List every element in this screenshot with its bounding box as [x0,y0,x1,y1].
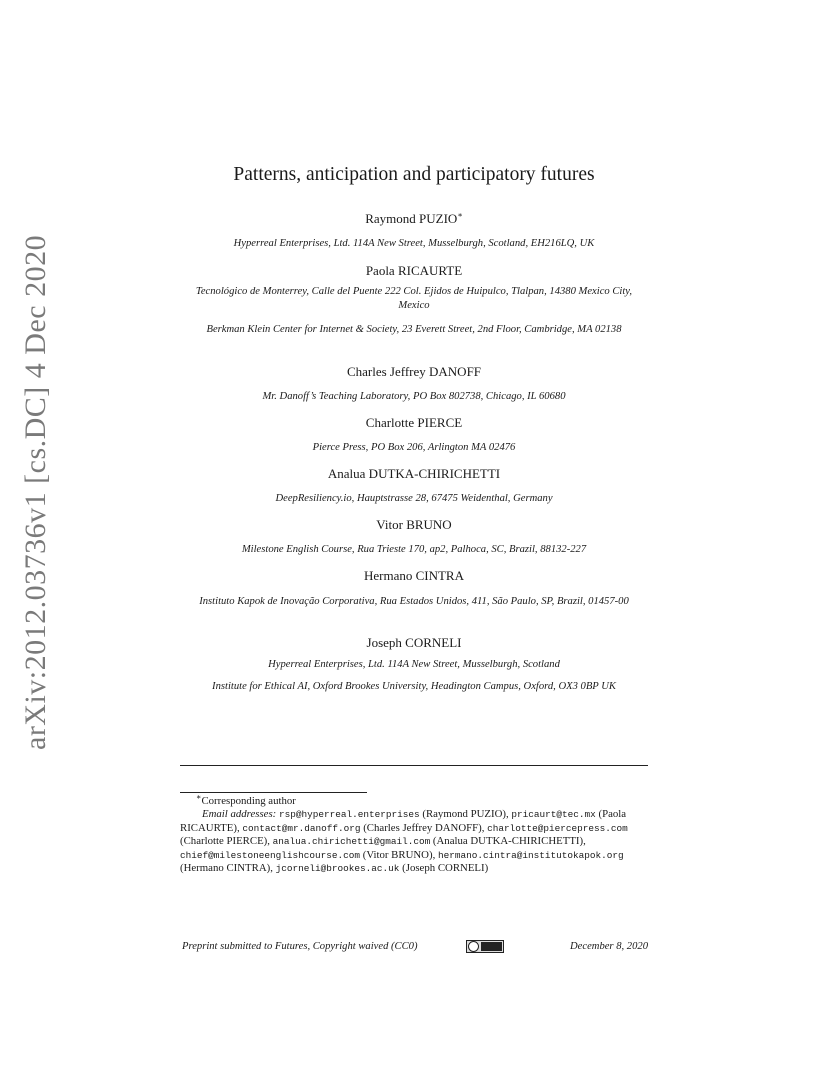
email-link[interactable]: rsp@hyperreal.enterprises [278,809,420,821]
email-owner: (Vitor BRUNO) [362,848,433,861]
abstract-rule [180,765,648,766]
email-footnote: Email addresses: rsp@hyperreal.enterprises (Raymond PUZIO), pricaurt@tec.mx (Paola RICAURTE), contact@mr.danoff.org (Charles Jeffrey DANOFF), charlotte@piercepress.com (Charlotte PIERCE), analua.chirichetti@gmail.com (Analua DUTKA-CHIRICHETTI), chief@milestoneenglishcourse.com (Vitor BRUNO), hermano.cintra@institutokapok.org (Hermano CINTRA), jcorneli@brookes.ac.uk (Joseph CORNELI) [180,808,628,875]
email-link[interactable]: analua.chirichetti@gmail.com [272,836,431,848]
email-owner: (Paola RICAURTE) [180,808,627,834]
preprint-notice: Preprint submitted to Futures, Copyright waived (CC0) [182,941,418,952]
email-owner: (Charles Jeffrey DANOFF) [363,821,482,834]
author-affiliation: Milestone English Course, Rua Trieste 170, ap2, Palhoca, SC, Brazil, 88132-227 [241,544,587,555]
email-link[interactable]: contact@mr.danoff.org [242,822,361,834]
corresponding-mark: ∗ [457,210,463,220]
corresponding-footnote: ∗Corresponding author [196,792,296,807]
arxiv-identifier: arXiv:2012.03736v1 [cs.DC] 4 Dec 2020 [19,234,52,750]
email-link[interactable]: charlotte@piercepress.com [487,822,628,834]
email-link[interactable]: pricaurt@tec.mx [511,809,596,821]
author-name: Vitor BRUNO [376,517,452,532]
email-owner: (Hermano CINTRA) [180,862,271,875]
email-owner: (Raymond PUZIO) [422,808,507,821]
author-affiliation: Institute for Ethical AI, Oxford Brookes University, Headington Campus, Oxford, OX3 0BP UK [212,681,616,692]
email-owner: (Analua DUTKA-CHIRICHETTI) [432,835,584,848]
author-name: Analua DUTKA-CHIRICHETTI [327,466,501,481]
email-owner: (Joseph CORNELI) [402,862,489,875]
email-link[interactable]: hermano.cintra@institutokapok.org [437,849,624,861]
author-affiliation: Instituto Kapok de Inovação Corporativa, Rua Estados Unidos, 411, São Paulo, SP, Brazil, 01457-00 [199,596,629,607]
author-name: Joseph CORNELI [366,635,462,650]
author-affiliation: Pierce Press, PO Box 206, Arlington MA 02476 [312,442,516,453]
author-affiliation: Berkman Klein Center for Internet & Society, 23 Everett Street, 2nd Floor, Cambridge, MA 02138 [206,324,622,335]
author-name: Charles Jeffrey DANOFF [346,364,482,379]
preprint-date: December 8, 2020 [570,941,648,952]
author-name: Hermano CINTRA [363,568,464,583]
paper-title: Patterns, anticipation and participatory futures [233,164,595,185]
cc0-public-domain-icon [466,940,504,953]
author-affiliation: Hyperreal Enterprises, Ltd. 114A New Street, Musselburgh, Scotland, EH216LQ, UK [233,238,595,249]
author-affiliation: Hyperreal Enterprises, Ltd. 114A New Street, Musselburgh, Scotland [268,659,560,670]
author-name: Charlotte PIERCE [365,415,463,430]
author-affiliation: Tecnológico de Monterrey, Calle del Puente 222 Col. Ejidos de Huipulco, Tlalpan, 14380 Mexico City, Mexico [195,286,633,311]
author-name: Paola RICAURTE [365,263,463,278]
email-link[interactable]: jcorneli@brookes.ac.uk [275,863,400,875]
author-affiliation: Mr. Danoff’s Teaching Laboratory, PO Box 802738, Chicago, IL 60680 [262,391,566,402]
author-affiliation: DeepResiliency.io, Hauptstrasse 28, 67475 Weidenthal, Germany [275,493,553,504]
email-label: Email addresses: [202,808,277,821]
footnotes [180,792,650,875]
email-link[interactable]: chief@milestoneenglishcourse.com [180,849,361,861]
footnote-rule [180,792,367,793]
author-name: Raymond PUZIO∗ [365,210,463,226]
email-owner: (Charlotte PIERCE) [180,835,268,848]
